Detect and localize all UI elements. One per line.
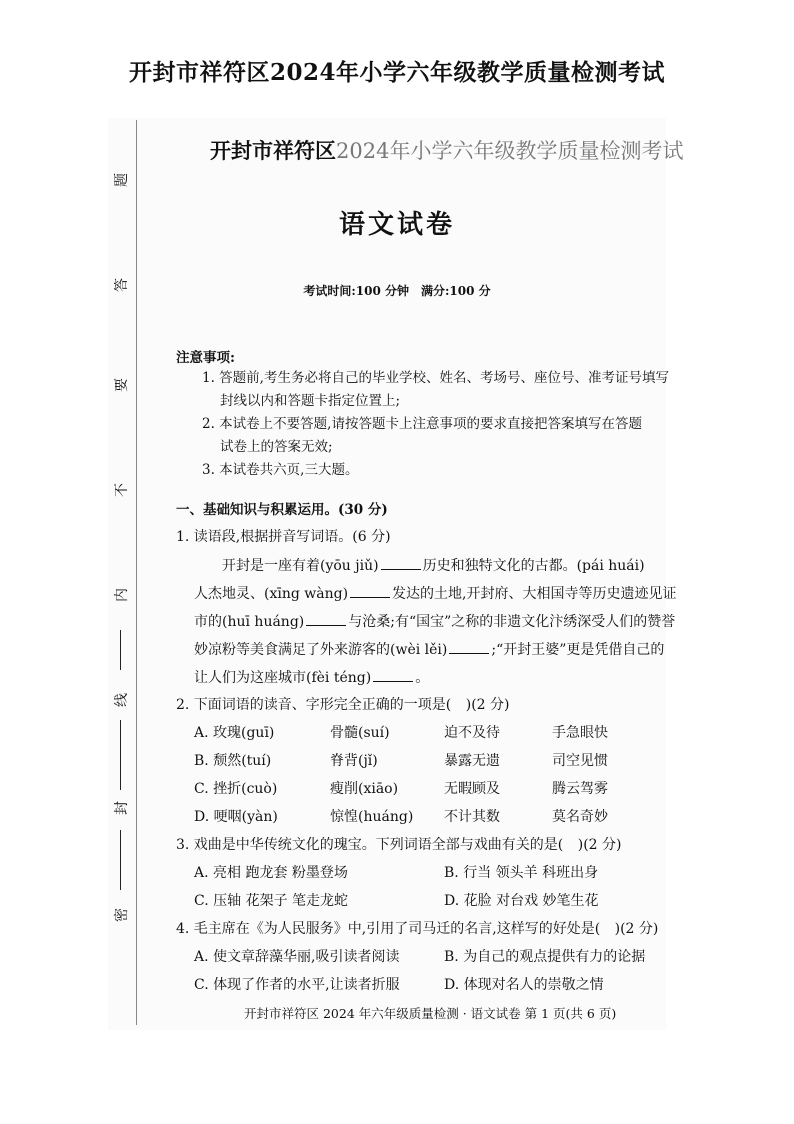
exam-title bbox=[210, 135, 684, 165]
answer-blank[interactable] bbox=[350, 583, 390, 598]
question-score: )(2 分) bbox=[577, 837, 622, 853]
seal-line-column bbox=[106, 160, 136, 940]
option-b-word: 脊背(jǐ) bbox=[330, 753, 378, 769]
passage-line bbox=[222, 555, 652, 575]
exam-meta bbox=[0, 282, 794, 299]
question-score: )(2 分) bbox=[465, 697, 510, 713]
exam-score: 满分:100 分 bbox=[421, 284, 491, 298]
passage-line bbox=[194, 639, 665, 659]
option-d-word: 不计其数 bbox=[444, 809, 500, 825]
seal-dash bbox=[120, 720, 121, 790]
q4-option-b[interactable]: B. 为自己的观点提供有力的论据 bbox=[444, 949, 646, 965]
question-2-stem bbox=[176, 694, 509, 714]
note-line: 封线以内和答题卡指定位置上; bbox=[220, 393, 401, 409]
seal-char: 密 bbox=[114, 908, 130, 922]
option-c-word: 瘦削(xiāo) bbox=[330, 781, 399, 797]
passage-text: 让人们为这座城市(fèi téng) bbox=[194, 670, 372, 686]
question-text: 4. 毛主席在《为人民服务》中,引用了司马迁的名言,这样写的好处是( bbox=[176, 921, 601, 937]
option-d-word: 莫名奇妙 bbox=[552, 809, 608, 825]
option-c-word: 腾云驾雾 bbox=[552, 781, 608, 797]
passage-text: ;“开封王婆”更是凭借自己的 bbox=[491, 642, 665, 658]
notes-heading: 注意事项: bbox=[176, 350, 235, 366]
option-a-word: 骨髓(suí) bbox=[330, 725, 390, 741]
q3-option-b[interactable]: B. 行当 领头羊 科班出身 bbox=[444, 865, 599, 881]
answer-paren[interactable] bbox=[563, 837, 577, 853]
note-line: 3. 本试卷共六页,三大题。 bbox=[202, 462, 359, 478]
q3-option-a[interactable]: A. 亮相 跑龙套 粉墨登场 bbox=[194, 865, 348, 881]
seal-char: 线 bbox=[114, 693, 130, 707]
q4-option-a[interactable]: A. 使文章辞藻华丽,吸引读者阅读 bbox=[194, 949, 400, 965]
note-line: 1. 答题前,考生务必将自己的毕业学校、姓名、考场号、座位号、准考证号填写 bbox=[202, 370, 669, 386]
question-text: 3. 戏曲是中华传统文化的瑰宝。下列词语全部与戏曲有关的是( bbox=[176, 837, 564, 853]
seal-char: 封 bbox=[114, 801, 130, 815]
seal-char: 内 bbox=[114, 588, 130, 602]
passage-text: 人杰地灵、(xīng wàng) bbox=[194, 586, 349, 602]
binding-line bbox=[136, 120, 137, 1025]
answer-blank[interactable] bbox=[373, 667, 413, 682]
option-a-word: 手急眼快 bbox=[552, 725, 608, 741]
answer-blank[interactable] bbox=[306, 611, 346, 626]
page-title: 开封市祥符区2024年小学六年级教学质量检测考试 bbox=[128, 59, 665, 86]
passage-text: 妙凉粉等美食满足了外来游客的(wèi lěi) bbox=[194, 642, 448, 658]
passage-text: 。 bbox=[415, 670, 430, 686]
passage-line bbox=[194, 611, 676, 631]
seal-char: 要 bbox=[114, 378, 130, 392]
question-4-stem bbox=[176, 918, 659, 938]
note-line: 2. 本试卷上不要答题,请按答题卡上注意事项的要求直接把答案填写在答题 bbox=[202, 416, 642, 432]
q4-option-d[interactable]: D. 体现对名人的崇敬之情 bbox=[444, 977, 604, 993]
section-heading: 一、基础知识与积累运用。(30 分) bbox=[176, 502, 388, 518]
seal-char: 题 bbox=[114, 173, 130, 187]
question-score: )(2 分) bbox=[614, 921, 659, 937]
option-c-word[interactable]: C. 挫折(cuò) bbox=[194, 781, 278, 797]
answer-paren[interactable] bbox=[600, 921, 614, 937]
option-a-word[interactable]: A. 玫瑰(guī) bbox=[194, 725, 275, 741]
q4-option-c[interactable]: C. 体现了作者的水平,让读者折服 bbox=[194, 977, 400, 993]
exam-time: 考试时间:100 分钟 bbox=[303, 284, 409, 298]
exam-title-faded: 2024年小学六年级教学质量检测考试 bbox=[336, 139, 684, 163]
option-a-word: 迫不及待 bbox=[444, 725, 500, 741]
option-c-word: 无暇顾及 bbox=[444, 781, 500, 797]
option-b-word: 暴露无遗 bbox=[444, 753, 500, 769]
passage-line bbox=[194, 667, 429, 687]
page-footer: 开封市祥符区 2024 年六年级质量检测 · 语文试卷 第 1 页(共 6 页) bbox=[244, 1006, 617, 1021]
option-b-word: 司空见惯 bbox=[552, 753, 608, 769]
seal-char: 答 bbox=[114, 278, 130, 292]
option-d-word[interactable]: D. 哽咽(yàn) bbox=[194, 809, 278, 825]
subject-title: 语文试卷 bbox=[338, 210, 455, 240]
question-1-stem: 1. 读语段,根据拼音写词语。(6 分) bbox=[176, 529, 391, 545]
passage-line bbox=[194, 583, 677, 603]
exam-title-visible: 开封市祥符区 bbox=[210, 138, 336, 163]
answer-blank[interactable] bbox=[449, 639, 489, 654]
passage-text: 发达的土地,开封府、大相国寺等历史遗迹见证 bbox=[392, 586, 677, 602]
passage-text: 历史和独特文化的古都。(pái huái) bbox=[422, 558, 645, 574]
q3-option-c[interactable]: C. 压轴 花架子 笔走龙蛇 bbox=[194, 893, 349, 909]
passage-text: 与沧桑;有“国宝”之称的非遗文化汴绣深受人们的赞誉 bbox=[348, 614, 676, 630]
q3-option-d[interactable]: D. 花脸 对台戏 妙笔生花 bbox=[444, 893, 599, 909]
seal-dash bbox=[120, 830, 121, 890]
answer-paren[interactable] bbox=[451, 697, 465, 713]
seal-dash bbox=[120, 630, 121, 670]
question-text: 2. 下面词语的读音、字形完全正确的一项是( bbox=[176, 697, 452, 713]
seal-char: 不 bbox=[114, 483, 130, 497]
option-b-word[interactable]: B. 颓然(tuí) bbox=[194, 753, 272, 769]
question-3-stem bbox=[176, 834, 652, 854]
option-d-word: 惊惶(huáng) bbox=[330, 809, 414, 825]
passage-text: 开封是一座有着(yōu jiǔ) bbox=[222, 558, 379, 574]
note-line: 试卷上的答案无效; bbox=[220, 439, 333, 455]
passage-text: 市的(huī huáng) bbox=[194, 614, 305, 630]
answer-blank[interactable] bbox=[381, 555, 421, 570]
